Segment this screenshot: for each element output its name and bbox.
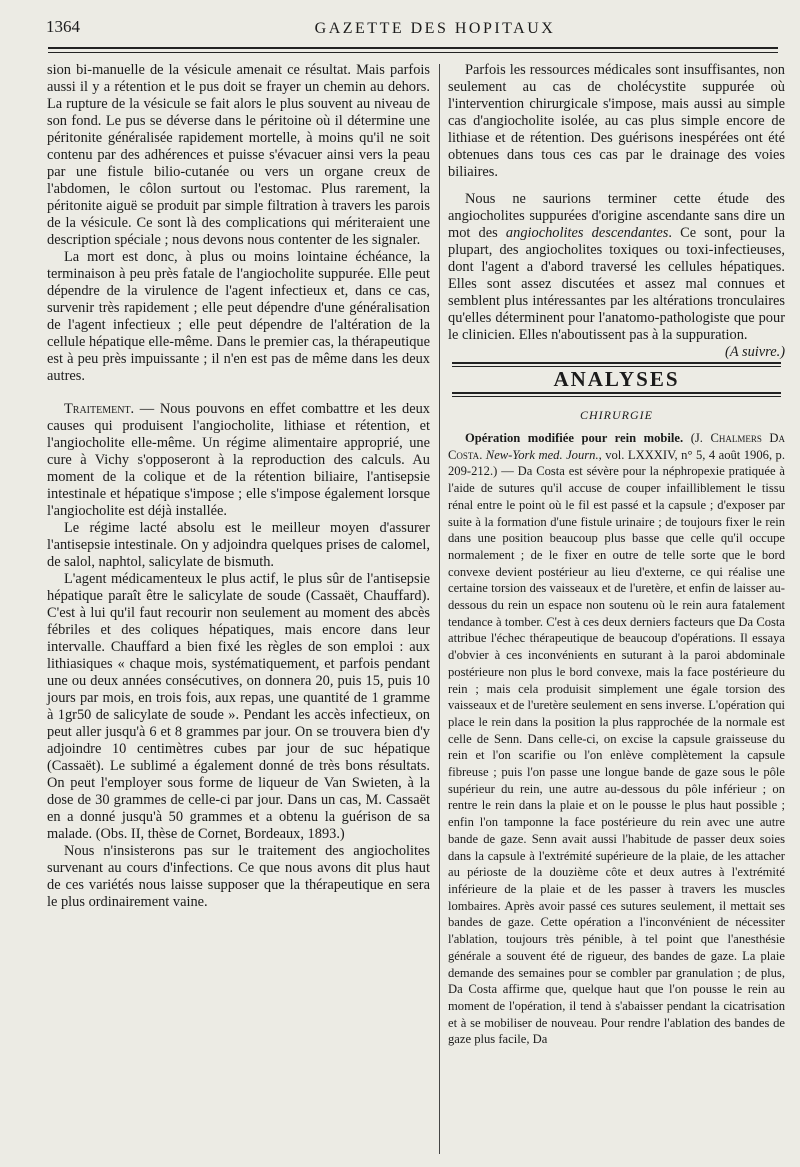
article-journal: New-York med. Journ. xyxy=(485,447,599,462)
paragraph-text: . Ce sont, pour la plupart, des angiocholites toxiques ou toxi-infectieuses, dont l'agent a d'abord traversé les cellules hépatiques. Elles sont assez discutées et assez mal connues et semblent plus intéressantes par les altérations tronculaires qu'elles déterminent pour l'anatomo-pathologiste que pour le clinicien. Elles n'aboutissent pas à la suppuration. xyxy=(448,225,785,343)
column-divider xyxy=(439,64,440,1154)
left-column xyxy=(47,62,430,911)
article-ref: (J. xyxy=(683,431,711,445)
emphasis: angiocholites descendantes xyxy=(505,225,669,241)
page-number: 1364 xyxy=(46,17,80,36)
paragraph: Le régime lacté absolu est le meilleur moyen d'assurer l'antisepsie intestinale. On y adjoindra quelques prises de calomel, de salol, naphtol, salicylate de bismuth. xyxy=(47,520,430,570)
paragraph-text: Nous ne saurions terminer cette étude des angiocholites suppurées d'origine ascendante sans dire un mot des xyxy=(448,191,785,241)
paragraph: L'agent médicamenteux le plus actif, le plus sûr de l'antisepsie hépatique paraît être le salicylate de soude (Cassaët, Chauffard). C'est à lui qu'il faut recourir non seulement au moment des abcès fébriles et des coliques hépatiques, mais encore dans leur intervalle. Chauffard a bien fixé les règles de son emploi : aux lithiasiques « chaque mois, systématiquement, et parfois pendant une ou deux années consécutives, on donnera 20, puis 15, puis 10 jours par mois, en trois fois, aux repas, une quantité de 1 gramme à 1gr50 de salicylate de soude ». Pendant les accès infectieux, on peut aller jusqu'à 6 et 8 grammes par jour. On se trouvera bien d'y adjoindre 10 centimètres cubes par jour de suc hépatique (Cassaët). Le sublimé a également donné de très bons résultats. On peut l'employer sous forme de liqueur de Van Swieten, à la dose de 30 grammes de celle-ci par jour. Dans un cas, M. Cassaët en a donné jusqu'à 50 grammes et a obtenu la guérison de sa malade. (Obs. II, thèse de Cornet, Bordeaux, 1893.) xyxy=(47,571,430,842)
analysis-article xyxy=(448,430,785,1048)
section-rule-bottom xyxy=(452,392,781,397)
paragraph: Nous n'insisterons pas sur le traitement des angiocholites survenant au cours d'infections. Ce que nous avons dit plus haut de ces variétés nous laisse supposer que la thérapeutique en sera le plus ordinairement vaine. xyxy=(47,843,430,910)
paragraph: sion bi-manuelle de la vésicule amenait ce résultat. Mais parfois aussi il y a rétention et le pus doit se frayer un chemin au dehors. La rupture de la vésicule se fait alors le plus souvent au niveau de son fond. Le pus se déverse dans le péritoine où il détermine une péritonite généralisée rapidement mortelle, à moins qu'il ne soit contenu par des adhérences et puisse s'évacuer ainsi vers la peau par une fistule bilio-cutanée ou vers un organe creux de l'abdomen, le côlon surtout ou l'estomac. Plus rarement, la péritonite aiguë se produit par simple filtration à travers les parois de la vésicule. Ce sont là des complications qui mériteraient une description spéciale ; nous devons nous contenter de les signaler. xyxy=(47,62,430,248)
article-title: Opération modifiée pour rein mobile. xyxy=(465,431,684,445)
subsection-title: CHIRURGIE xyxy=(580,408,653,422)
header-rule-bottom xyxy=(48,52,778,53)
paragraph-text: — Nous pouvons en effet combattre et les deux causes qui produisent l'angiocholite, lithiase et rétention, et l'angiocholite elle-même. Un régime alimentaire approprié, une cure à Vichy s'opposeront à la reproduction des calculs. Au moment de la colique et de la rétention biliaire, l'antisepsie intestinale et hépatique s'impose ; elle s'impose également lorsque l'angiocholite est déjà installée. xyxy=(47,401,430,519)
paragraph-descendantes xyxy=(448,191,785,360)
paragraph: La mort est donc, à plus ou moins lointaine échéance, la terminaison à peu près fatale de l'angiocholite suppurée. Elle peut dépendre de la virulence de l'agent infectieux et, dans ce cas, survenir très rapidement ; elle peut dépendre d'une généralisation de l'agent infectieux ; elle peut dépendre de l'altération de la cellule hépatique elle-même. Dans le premier cas, la thérapeutique est à peu près impuissante ; il n'en est pas de même dans les deux autres. xyxy=(47,249,430,384)
section-title: ANALYSES xyxy=(553,367,680,391)
right-column xyxy=(448,62,785,1048)
article-ref: . xyxy=(479,447,486,462)
article-author: Chalmers Da Costa xyxy=(448,431,785,462)
header-rule-top xyxy=(48,47,778,49)
paragraph-traitement xyxy=(47,401,430,520)
article-ref: , vol. LXXXIV, n° 5, 4 août 1906, p. 209-212.) xyxy=(448,447,786,479)
section-label: Traitement. xyxy=(64,401,135,417)
article-body: — Da Costa est sévère pour la néphropexie pratiquée à l'aide de sutures qu'il accuse de couper infailliblement le tissu rénal entre le point où le fil est passé et la capsule ; d'exposer par suite à la formation d'une fistule urinaire ; de toujours fixer le rein dans une position beaucoup plus basse que celle qu'il occupe normalement ; de le fixer en outre de telle sorte que le bord convexe devient postérieur au lieu d'externe, ce qui réalise une certaine torsion des vaisseaux et de l'uretère, et enfin de laisser au-dessous du rein un espace non soutenu où le rein aura fatalement tendance à tomber. C'est à ces deux derniers facteurs que Da Costa attribue l'échec thérapeutique de beaucoup d'opérations. Il essaya d'obvier à ces inconvénients en suturant à la paroi abdominale postérieure non plus le bord convexe, mais la face postérieure du rein ; mais cela produisit simplement une égale torsion des vaisseaux et de l'uretère seulement en sens inverse. L'opération qui place le rein dans la position la plus rapprochée de la normale est celle de Senn. Dans celle-ci, on excise la capsule graisseuse du rein et l'on scarifie ou l'on enlève complètement la capsule fibreuse ; puis l'on passe une longue bande de gaze sous le pôle supérieur du rein, une autre au-dessous du pôle inférieur ; on rentre le rein dans la plaie et on le pousse le plus haut possible ; enfin l'on tamponne la face postérieure du rein avec une autre bande de gaze. Senn avait aussi l'habitude de passer deux soies dans la capsule à l'extrémité supérieure de la plaie, de les attacher au périoste de la douzième côte et deux autres à l'extrémité inférieure de la plaie et de les passer à travers les muscles lombaires. Après avoir passé ces sutures seulement, il mettait ses bandes de gaze. Cette opération a l'inconvénient de nécessiter l'ablation, toujours très pénible, à tel point que l'anesthésie générale a souvent été de rigueur, des bandes de gaze. La plaie demande des semaines pour se combler par granulation ; de plus, Da Costa affirme que, quelque haut que l'on pousse le rein au moment de l'opération, il tend à s'abaisser pendant la cicatrisation et à se mobiliser de nouveau. Pour rendre l'ablation des bandes de gaze plus facile, Da xyxy=(448,464,785,1047)
journal-title: GAZETTE DES HOPITAUX xyxy=(314,20,556,37)
paragraph: Parfois les ressources médicales sont insuffisantes, non seulement au cas de cholécystite suppurée où l'intervention chirurgicale s'impose, mais aussi au simple cas d'angiocholite isolée, au cas plus simple encore de lithiase et de rétention. Des guérisons inespérées ont été obtenues dans tous ces cas par le drainage des voies biliaires. xyxy=(448,62,785,180)
to-be-continued: (A suivre.) xyxy=(725,344,785,360)
